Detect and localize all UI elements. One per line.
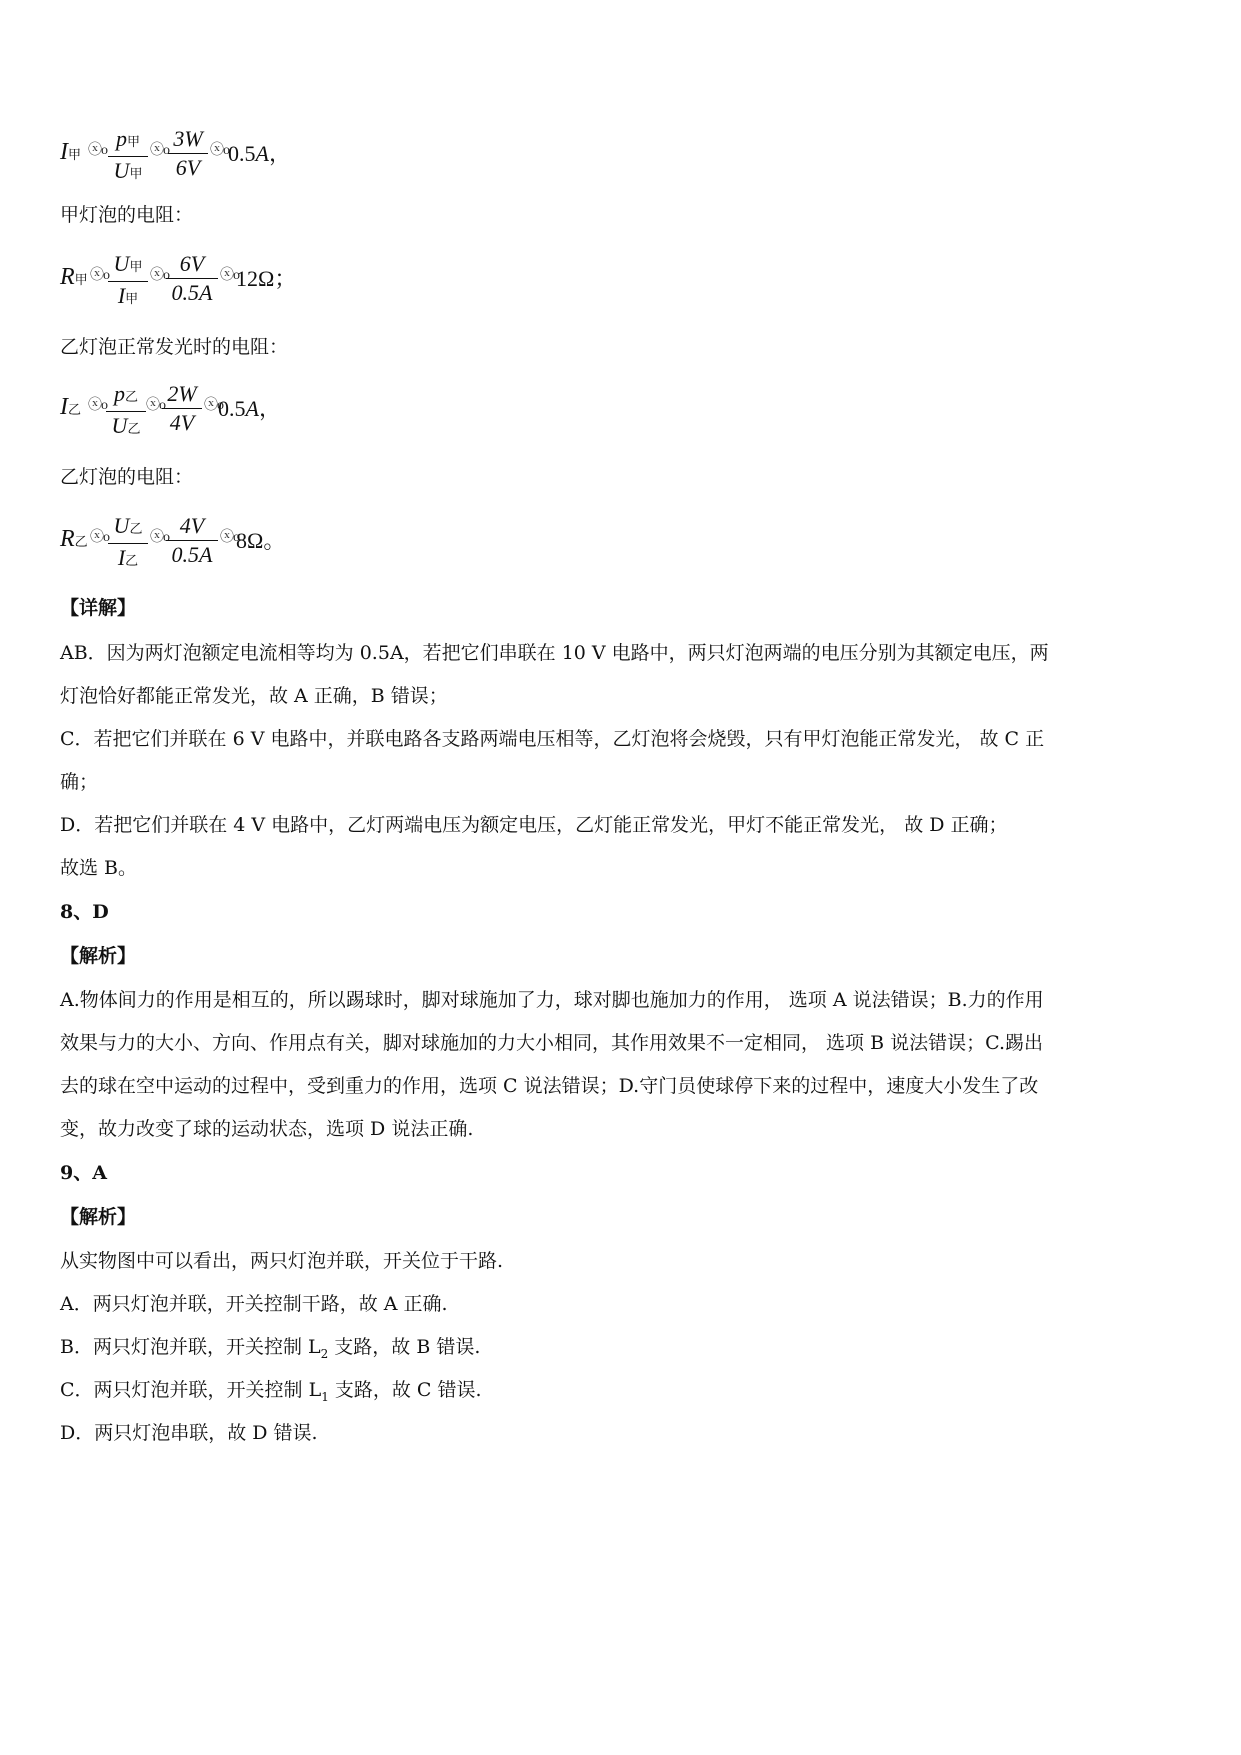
equals-sign: ⓧo — [88, 143, 107, 158]
section-heading: 【解析】 — [60, 1206, 137, 1228]
formula-result: 0.5A， — [228, 141, 291, 166]
formula-current-jia — [60, 125, 460, 195]
numerator: 4V — [179, 513, 205, 538]
paragraph-line: AB．因为两灯泡额定电流相等均为 0.5A，若把它们串联在 10 V 电路中，两只灯泡两端的电压分别为其额定电压，两 — [60, 642, 1049, 664]
paragraph-line: 故选 B。 — [60, 857, 138, 879]
formula-symbol: R — [60, 264, 75, 290]
paragraph-line: A.物体间力的作用是相互的，所以踢球时，脚对球施加了力，球对脚也施加力的作用， 选项 A 说法错误；B.力的作用 — [60, 989, 1044, 1011]
numerator: p — [115, 126, 127, 151]
fraction — [108, 125, 148, 188]
equals-sign: ⓧo — [210, 143, 229, 158]
option-line: C．两只灯泡并联，开关控制 $L_1$ 支路，故 C 错误. — [60, 1379, 482, 1404]
numerator: p — [113, 381, 125, 406]
formula-result: 8Ω。 — [236, 528, 286, 553]
fraction — [168, 125, 208, 182]
formula-subscript: 乙 — [127, 421, 141, 436]
numerator: 3W — [173, 126, 203, 151]
paragraph-line: 效果与力的大小、方向、作用点有关，脚对球施加的力大小相同，其作用效果不一定相同， 选项 B 说法错误；C.踢出 — [60, 1032, 1043, 1054]
formula-subscript: 甲 — [74, 272, 88, 287]
question-number: 9、A — [60, 1162, 107, 1184]
formula-subscript: 甲 — [125, 291, 139, 306]
section-heading: 【详解】 — [60, 597, 137, 619]
formula-current-yi — [60, 380, 460, 450]
equals-sign: ⓧo — [90, 268, 109, 283]
denominator: U — [113, 158, 130, 183]
paragraph: 甲灯泡的电阻： — [60, 204, 194, 226]
question-number: 8、D — [60, 901, 109, 923]
denominator: U — [111, 413, 128, 438]
paragraph: 乙灯泡正常发光时的电阻： — [60, 336, 289, 358]
numerator: 2W — [167, 381, 197, 406]
numerator: 6V — [179, 251, 205, 276]
formula-symbol: I — [60, 139, 68, 165]
formula-subscript: 甲 — [129, 166, 143, 181]
fraction — [166, 250, 218, 307]
denominator: 4V — [162, 408, 202, 437]
formula-subscript: 乙 — [124, 389, 138, 404]
paragraph: 乙灯泡的电阻： — [60, 466, 194, 488]
equals-sign: ⓧo — [220, 268, 239, 283]
equals-sign: ⓧo — [146, 398, 165, 413]
denominator: 6V — [168, 153, 208, 182]
formula-resistance-yi — [60, 512, 460, 582]
formula-subscript: 乙 — [125, 553, 139, 568]
formula-subscript: 甲 — [68, 147, 82, 162]
fraction — [108, 250, 148, 313]
paragraph-line: C．若把它们并联在 6 V 电路中，并联电路各支路两端电压相等，乙灯泡将会烧毁，只有甲灯泡能正常发光， 故 C 正 — [60, 728, 1045, 750]
formula-subscript: 乙 — [68, 402, 82, 417]
formula-result: 12Ω； — [236, 266, 297, 291]
fraction — [166, 512, 218, 569]
equals-sign: ⓧo — [150, 530, 169, 545]
paragraph-line: 确； — [60, 771, 99, 793]
equals-sign: ⓧo — [88, 398, 107, 413]
option-line: B．两只灯泡并联，开关控制 $L_2$ 支路，故 B 错误. — [60, 1336, 481, 1361]
fraction — [106, 380, 146, 443]
option-line: A．两只灯泡并联，开关控制干路，故 A 正确. — [60, 1293, 448, 1315]
paragraph-line: 灯泡恰好都能正常发光，故 A 正确，B 错误； — [60, 685, 448, 707]
equals-sign: ⓧo — [90, 530, 109, 545]
option-line: D．两只灯泡串联，故 D 错误. — [60, 1422, 318, 1444]
denominator: I — [117, 545, 126, 570]
formula-result: 0.5A， — [218, 396, 281, 421]
equals-sign: ⓧo — [220, 530, 239, 545]
fraction — [108, 512, 148, 575]
formula-subscript: 乙 — [129, 521, 143, 536]
numerator: U — [113, 513, 130, 538]
fraction — [162, 380, 202, 437]
equals-sign: ⓧo — [150, 268, 169, 283]
denominator: 0.5A — [166, 278, 218, 307]
denominator: I — [117, 283, 126, 308]
formula-subscript: 甲 — [126, 134, 140, 149]
formula-subscript: 甲 — [129, 259, 143, 274]
paragraph-line: 从实物图中可以看出，两只灯泡并联，开关位于干路. — [60, 1250, 504, 1272]
paragraph-line: D．若把它们并联在 4 V 电路中，乙灯两端电压为额定电压，乙灯能正常发光，甲灯不能正常发光， 故 D 正确； — [60, 814, 1008, 836]
denominator: 0.5A — [166, 540, 218, 569]
formula-symbol: R — [60, 526, 75, 552]
equals-sign: ⓧo — [150, 143, 169, 158]
formula-resistance-jia — [60, 250, 460, 320]
paragraph-line: 变，故力改变了球的运动状态，选项 D 说法正确. — [60, 1118, 474, 1140]
paragraph-line: 去的球在空中运动的过程中，受到重力的作用，选项 C 说法错误；D.守门员使球停下来的过程中，速度大小发生了改 — [60, 1075, 1039, 1097]
formula-subscript: 乙 — [74, 534, 88, 549]
section-heading: 【解析】 — [60, 945, 137, 967]
numerator: U — [113, 251, 130, 276]
equals-sign: ⓧo — [204, 398, 223, 413]
formula-symbol: I — [60, 394, 68, 420]
